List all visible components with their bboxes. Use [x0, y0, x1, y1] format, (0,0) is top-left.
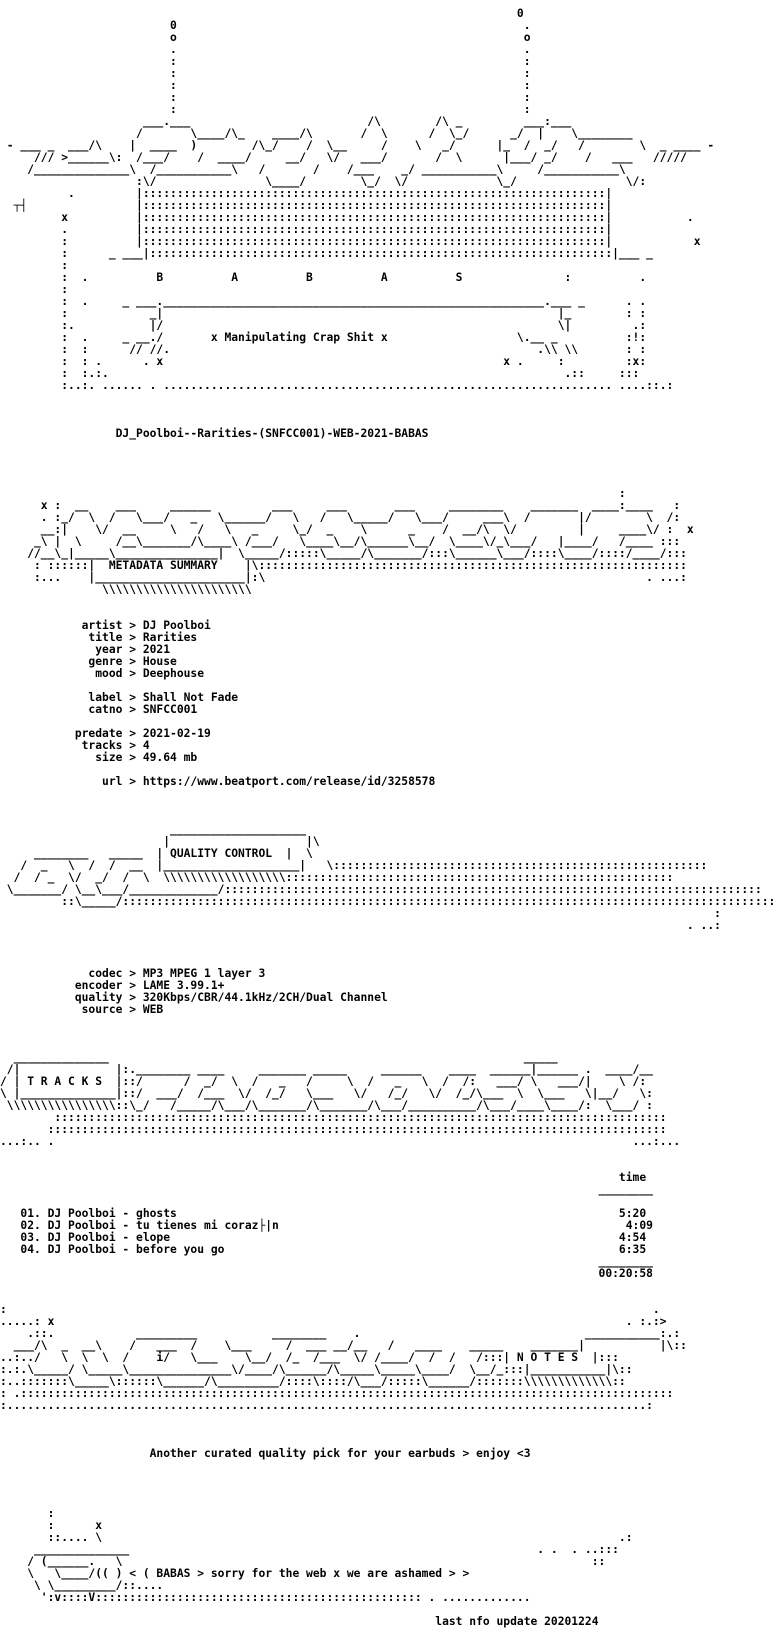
nfo-line: :\/ \____/ \_/ \/ \_/ \/: — [0, 175, 647, 188]
nfo-line: genre > House — [0, 655, 177, 668]
nfo-line: / _ \ / / __ |____________________| \::::::::::::::::::::::::::::::::::::::::::::::::::::::: — [0, 859, 708, 872]
nfo-line: ________ — [0, 1255, 653, 1268]
nfo-line: | |\ — [0, 835, 320, 848]
nfo-line: : : . . x x . : :x: — [0, 355, 647, 368]
nfo-line: codec > MP3 MPEG 1 layer 3 — [0, 967, 266, 980]
nfo-line: :.:.\_____/ \_____\_______________\/____/\______/\_____\_____\____/ \__/_:::|___________|\:: — [0, 1363, 633, 1376]
nfo-line: . . — [0, 43, 531, 56]
nfo-line: / | T R A C K S |::/ / _/ \ / _ / \ / _ \ / /: ___/ \ ___/| \ /: — [0, 1075, 647, 1088]
nfo-line: predate > 2021-02-19 — [0, 727, 211, 740]
nfo-line: .....: x . :.:> — [0, 1315, 667, 1328]
nfo-line: : : — [0, 55, 531, 68]
nfo-line — [0, 392, 648, 404]
nfo-line: _\ | \ /__\_______/\____\ /___/ \____\__/\______\__/ \____\/_\___/ |____/ /____ ::: — [0, 535, 681, 548]
nfo-line: artist > DJ Poolboi — [0, 619, 211, 632]
nfo-line: ________ _____ | QUALITY CONTROL | \ — [0, 847, 313, 860]
nfo-line: ::.... \ .: — [0, 1531, 633, 1544]
nfo-line — [0, 1148, 648, 1160]
nfo-line — [0, 1484, 648, 1496]
nfo-line: 00:20:58 — [0, 1267, 653, 1280]
nfo-line: 02. DJ Poolboi - tu tienes mi coraz├|n 4:09 — [0, 1219, 653, 1232]
nfo-line: : : — [0, 79, 531, 92]
nfo-line: : — [0, 1507, 55, 1520]
nfo-line: : . _ ___.________________________________________________________.___ _ . . — [0, 295, 647, 308]
nfo-line — [0, 1460, 648, 1472]
nfo-line — [0, 1472, 648, 1484]
nfo-line: label > Shall Not Fade — [0, 691, 239, 704]
nfo-line — [0, 1016, 648, 1028]
nfo-line — [0, 404, 648, 416]
nfo-line: o o — [0, 31, 531, 44]
nfo-line — [0, 452, 648, 464]
nfo-line: ____________________ — [0, 823, 307, 836]
nfo-line: - ___ _ ___/\ | ____ ) /\_/ / \__ / \ _/ |_ / _/ / \ _ ____ - — [0, 139, 715, 152]
nfo-line: : _ ___|::::::::::::::::::::::::::::::::::::::::::::::::::::::::::::::::::::|___ _ — [0, 247, 653, 260]
nfo-line: url > https://www.beatport.com/release/id/3258578 — [0, 775, 436, 788]
nfo-line: : ::::::| METADATA SUMMARY |\::::::::::::::::::::::::::::::::::::::::::::::::::::::::::::::: — [0, 559, 687, 572]
nfo-line: 0 . — [0, 19, 531, 32]
nfo-line: :. |/ \| .: — [0, 319, 647, 332]
nfo-line: : :.:. .:: ::: — [0, 367, 640, 380]
nfo-line: \ \____/(( ) < ( BABAS > sorry for the web x we are ashamed > > — [0, 1567, 470, 1580]
nfo-line: ______________ _____ — [0, 1051, 558, 1064]
nfo-line: ________ — [0, 1183, 653, 1196]
nfo-line: : — [0, 487, 626, 500]
nfo-line: : : — [0, 67, 531, 80]
nfo-line: : . B A B A S : . — [0, 271, 647, 284]
nfo-line: ...:.. . ...:... — [0, 1135, 681, 1148]
nfo-line: mood > Deephouse — [0, 667, 205, 680]
nfo-line: \ \_________/::.... — [0, 1579, 164, 1592]
nfo-line: : — [0, 907, 721, 920]
nfo-line: source > WEB — [0, 1003, 164, 1016]
nfo-line: / / _ \/ _/ / \ \\\\\\\\\\\\\\\\\\::::::::::::::::::::::::::::::::::::::::::::::::::::::::: — [0, 871, 674, 884]
nfo-line: . :_/ \ / \___/ _ \______/ \ / \_____/ \___/ ___\ / |/ \ /: — [0, 511, 681, 524]
nfo-line: / (______. \ :: — [0, 1555, 606, 1568]
nfo-line: ':v::::V:::::::::::::::::::::::::::::::::::::::::::::::: . ............. — [0, 1591, 531, 1604]
nfo-line: : . — [0, 1303, 660, 1316]
nfo-line — [0, 1412, 648, 1424]
nfo-line: ::\_____/:::::::::::::::::::::::::::::::::::::::::::::::::::::::::::::::::::::::::::::::::::::::::::::::: — [0, 895, 775, 908]
nfo-line: size > 49.64 mb — [0, 751, 198, 764]
nfo-line: quality > 320Kbps/CBR/44.1kHz/2CH/Dual Channel — [0, 991, 388, 1004]
nfo-line — [0, 440, 648, 452]
nfo-line: ::::::::::::::::::::::::::::::::::::::::::::::::::::::::::::::::::::::::::::::::::::::::::: — [0, 1123, 667, 1136]
nfo-ascii-art-document — [0, 7, 775, 1628]
nfo-line: /______________\ /___________\ / / /___ _/ ___________\ /___________\ — [0, 163, 626, 176]
nfo-line — [0, 1028, 648, 1040]
nfo-line — [0, 464, 648, 476]
nfo-line: :::::::::::::::::::::::::::::::::::::::::::::::::::::::::::::::::::::::::::::::::::::::::: — [0, 1111, 667, 1124]
nfo-line: catno > SNFCC001 — [0, 703, 198, 716]
nfo-line: DJ_Poolboi--Rarities-(SNFCC001)-WEB-2021-BABAS — [0, 427, 429, 440]
nfo-line: 04. DJ Poolboi - before you go 6:35 — [0, 1243, 647, 1256]
nfo-line: __:| \/ __ \ / \ _ \_/ _ \ _ / __/\ \/ | ____\/ : x — [0, 523, 694, 536]
nfo-line: x : __ ___ ______ ___ ___ ___ ________ _______ ____:____ : — [0, 499, 681, 512]
nfo-line — [0, 596, 648, 608]
nfo-line — [0, 788, 648, 800]
nfo-line: 01. DJ Poolboi - ghosts 5:20 — [0, 1207, 647, 1220]
nfo-line: ___/\ _ __\ / ___ / \___ / ___ __/__ / ____ _____ _______| |\:: — [0, 1339, 687, 1352]
nfo-line: :..:. ...... . .................................................................. ....::.: — [0, 379, 674, 392]
nfo-line: . |::::::::::::::::::::::::::::::::::::::::::::::::::::::::::::::::::::| — [0, 187, 613, 200]
nfo-line: ___.___ /\ /\ _ ___:___ — [0, 115, 572, 128]
nfo-line: :..............................................................................................: — [0, 1399, 653, 1412]
nfo-line: x |::::::::::::::::::::::::::::::::::::::::::::::::::::::::::::::::::::| . — [0, 211, 694, 224]
nfo-line: 0 — [0, 7, 524, 20]
nfo-line: .::. _________ ________ . ___________:.: — [0, 1327, 681, 1340]
nfo-line: Another curated quality pick for your earbuds > enjoy <3 — [0, 1447, 531, 1460]
nfo-line: time — [0, 1171, 647, 1184]
nfo-line: . |::::::::::::::::::::::::::::::::::::::::::::::::::::::::::::::::::::| — [0, 223, 613, 236]
nfo-line: /| |:.________ ____ _______ _____ ______ ____ ______|______ . ____/__ — [0, 1063, 653, 1076]
nfo-line: /// >______\: /___/ / ____/ __/ \/ ___/ / \ |___/ _/ / ___ ///// — [0, 151, 687, 164]
nfo-line: //__\_|_____\_______________| \_____/:::::\_____/\_______/:::\______\___/::::\____/::::/____/::: — [0, 547, 687, 560]
nfo-line: ┬┤ |::::::::::::::::::::::::::::::::::::::::::::::::::::::::::::::::::::| — [0, 199, 613, 212]
nfo-line: : — [0, 259, 69, 272]
nfo-line: ______________ . . . ..::: — [0, 1543, 619, 1556]
nfo-line: \ |______________|::/ ___/ /___ \/ /_/ \___ \/ /_/ \/ /_/\___ \ \___ \|__/ \: — [0, 1087, 653, 1100]
nfo-line: encoder > LAME 3.99.1+ — [0, 979, 225, 992]
nfo-line: . ..: — [0, 919, 721, 932]
nfo-line: : .:::::::::::::::::::::::::::::::::::::::::::::::::::::::::::::::::::::::::::::::::::::::::::::::: — [0, 1387, 674, 1400]
nfo-line — [0, 944, 648, 956]
nfo-line: \\\\\\\\\\\\\\\\::\_/ /_____/\___/\_______/\_______/\___/__________/\___/____\____/: \___/ : — [0, 1099, 653, 1112]
nfo-line: : _| |_ : : — [0, 307, 647, 320]
nfo-line — [0, 932, 648, 944]
nfo-line: : — [0, 283, 69, 296]
nfo-line: : . _ __./ x Manipulating Crap Shit x \.__ _ :!: — [0, 331, 647, 344]
nfo-line: : |::::::::::::::::::::::::::::::::::::::::::::::::::::::::::::::::::::| x — [0, 235, 701, 248]
nfo-line: :... |______________________|:\ . ...: — [0, 571, 687, 584]
nfo-line: / \____/\_ ____/\ / \ / \_/ _/ | \________ — [0, 127, 633, 140]
nfo-line: : : // //. .\\ \\ : : — [0, 343, 647, 356]
nfo-line — [0, 1424, 648, 1436]
nfo-line: :..:::::::\_____\::::::\______/\_________/::::\::::/\___/:::::\______/:::::::\\\\\\\\\\\\\:: — [0, 1375, 626, 1388]
nfo-line: tracks > 4 — [0, 739, 150, 752]
nfo-line: : x — [0, 1519, 103, 1532]
nfo-line: title > Rarities — [0, 631, 198, 644]
nfo-line — [0, 1280, 648, 1292]
nfo-line — [0, 800, 648, 812]
nfo-line — [0, 1496, 648, 1508]
nfo-line: : : — [0, 103, 531, 116]
nfo-line: : : — [0, 91, 531, 104]
nfo-line: \_______/ \__\___/_____________/::::::::::::::::::::::::::::::::::::::::::::::::::::::::::::::::::::::::::::::: — [0, 883, 762, 896]
nfo-line: ..:../ \ \ \ / i/ \___ \__/ /_ /___ \/ /____/ / / /:::| N O T E S |::: — [0, 1351, 619, 1364]
nfo-line: 03. DJ Poolboi - elope 4:54 — [0, 1231, 647, 1244]
nfo-line: last nfo update 20201224 — [0, 1615, 599, 1628]
nfo-line: year > 2021 — [0, 643, 171, 656]
nfo-line: \\\\\\\\\\\\\\\\\\\\\\ — [0, 583, 252, 596]
